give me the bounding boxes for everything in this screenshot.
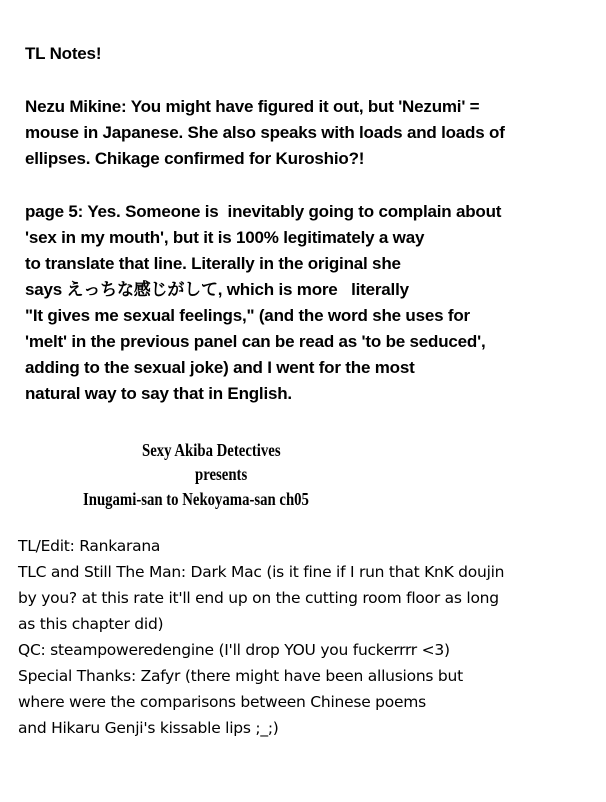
page5-note-line-5: "It gives me sexual feelings," (and the word she uses for [25,306,470,325]
credit-thanks-line-3: and Hikaru Genji's kissable lips ;_;) [18,719,279,737]
nezu-note-line-2: mouse in Japanese. She also speaks with loads and loads of [25,123,505,142]
notes-heading: TL Notes! [25,44,102,63]
page5-note-line-8: natural way to say that in English. [25,384,292,403]
credit-tl-edit: TL/Edit: Rankarana [18,537,161,555]
nezu-note-line-1: Nezu Mikine: You might have figured it out, but 'Nezumi' = [25,97,480,116]
credit-thanks-line-1: Special Thanks: Zafyr (there might have been allusions but [18,667,463,685]
credit-thanks-line-2: where were the comparisons between Chinese poems [18,693,426,711]
page5-note-line-6: 'melt' in the previous panel can be read as 'to be seduced', [25,332,486,351]
page5-note-line-7: adding to the sexual joke) and I went for the most [25,358,415,377]
group-name: Sexy Akiba Detectives [142,440,281,460]
credit-tlc-line-2: by you? at this rate it'll end up on the cutting room floor as long [18,589,499,607]
page5-note-line-2: 'sex in my mouth', but it is 100% legitimately a way [25,228,425,247]
presents-word: presents [195,464,248,484]
credit-qc: QC: steampoweredengine (I'll drop YOU you fuckerrrr <3) [18,641,450,659]
chapter-title: Inugami-san to Nekoyama-san ch05 [83,489,309,509]
page5-note-line-3: to translate that line. Literally in the original she [25,254,401,273]
page5-note-line-4: says えっちな感じがして, which is more literally [25,280,409,299]
nezu-note-line-3: ellipses. Chikage confirmed for Kuroshio?! [25,149,365,168]
credit-tlc-line-3: as this chapter did) [18,615,164,633]
credit-tlc-line-1: TLC and Still The Man: Dark Mac (is it fine if I run that KnK doujin [18,563,505,581]
page5-note-line-1: page 5: Yes. Someone is inevitably going to complain about [25,202,502,221]
